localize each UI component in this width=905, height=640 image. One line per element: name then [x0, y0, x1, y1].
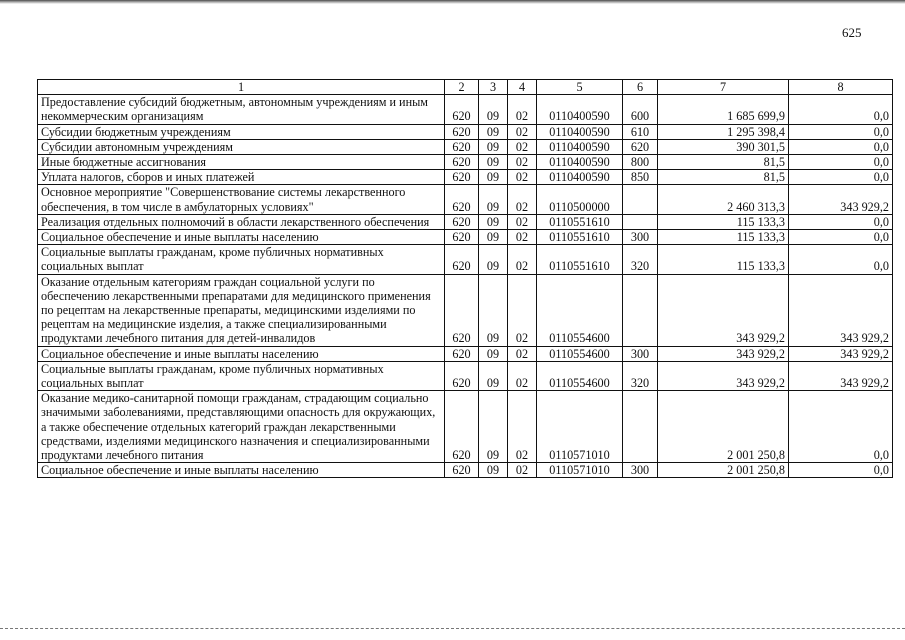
expense-type-cell [623, 214, 658, 229]
table-row [38, 274, 893, 346]
target-article-cell: 0110400590 [537, 139, 623, 154]
amount-federal-cell: 343 929,2 [789, 346, 893, 361]
page-number: 625 [842, 25, 862, 40]
section-code-cell: 09 [479, 155, 508, 170]
ministry-code-cell: 620 [445, 170, 479, 185]
ministry-code-cell: 620 [445, 245, 479, 274]
amount-cell: 115 133,3 [658, 214, 789, 229]
expense-type-cell: 320 [623, 361, 658, 390]
section-code-cell: 09 [479, 391, 508, 463]
ministry-code-cell: 620 [445, 346, 479, 361]
amount-federal-cell: 0,0 [789, 245, 893, 274]
subsection-code-cell: 02 [508, 214, 537, 229]
expense-type-cell: 800 [623, 155, 658, 170]
ministry-code-cell: 620 [445, 274, 479, 346]
amount-cell: 2 460 313,3 [658, 185, 789, 214]
amount-cell: 343 929,2 [658, 274, 789, 346]
amount-federal-cell: 0,0 [789, 391, 893, 463]
expense-type-cell [623, 185, 658, 214]
amount-cell: 115 133,3 [658, 245, 789, 274]
row-name-cell: Социальное обеспечение и иные выплаты населению [38, 230, 445, 245]
expense-type-cell: 600 [623, 95, 658, 124]
ministry-code-cell: 620 [445, 124, 479, 139]
section-code-cell: 09 [479, 139, 508, 154]
section-code-cell: 09 [479, 185, 508, 214]
expense-type-cell: 300 [623, 230, 658, 245]
section-code-cell: 09 [479, 170, 508, 185]
expense-type-cell: 300 [623, 346, 658, 361]
table-row [38, 185, 893, 214]
subsection-code-cell: 02 [508, 170, 537, 185]
ministry-code-cell: 620 [445, 95, 479, 124]
amount-cell: 1 295 398,4 [658, 124, 789, 139]
row-name-cell: Предоставление субсидий бюджетным, автономным учреждениям и иным некоммерческим организациям [38, 95, 445, 124]
scan-bottom-edge [0, 628, 905, 629]
column-header: 2 [445, 80, 479, 95]
table-row [38, 124, 893, 139]
subsection-code-cell: 02 [508, 230, 537, 245]
table-row [38, 95, 893, 124]
target-article-cell: 0110554600 [537, 274, 623, 346]
amount-federal-cell: 0,0 [789, 124, 893, 139]
column-header: 5 [537, 80, 623, 95]
subsection-code-cell: 02 [508, 391, 537, 463]
amount-cell: 343 929,2 [658, 346, 789, 361]
expense-type-cell: 320 [623, 245, 658, 274]
row-name-cell: Социальное обеспечение и иные выплаты населению [38, 463, 445, 478]
section-code-cell: 09 [479, 214, 508, 229]
column-header: 1 [38, 80, 445, 95]
row-name-cell: Субсидии автономным учреждениям [38, 139, 445, 154]
expense-type-cell: 850 [623, 170, 658, 185]
amount-cell: 115 133,3 [658, 230, 789, 245]
target-article-cell: 0110551610 [537, 245, 623, 274]
subsection-code-cell: 02 [508, 124, 537, 139]
row-name-cell: Иные бюджетные ассигнования [38, 155, 445, 170]
subsection-code-cell: 02 [508, 274, 537, 346]
row-name-cell: Социальное обеспечение и иные выплаты населению [38, 346, 445, 361]
amount-federal-cell: 0,0 [789, 230, 893, 245]
table-row [38, 463, 893, 478]
section-code-cell: 09 [479, 463, 508, 478]
section-code-cell: 09 [479, 230, 508, 245]
subsection-code-cell: 02 [508, 185, 537, 214]
subsection-code-cell: 02 [508, 346, 537, 361]
amount-federal-cell: 0,0 [789, 95, 893, 124]
section-code-cell: 09 [479, 245, 508, 274]
row-name-cell: Основное мероприятие "Совершенствование системы лекарственного обеспечения, в том числе в амбулаторных условиях" [38, 185, 445, 214]
amount-federal-cell: 0,0 [789, 214, 893, 229]
ministry-code-cell: 620 [445, 155, 479, 170]
table-row [38, 361, 893, 390]
target-article-cell: 0110554600 [537, 361, 623, 390]
table-row [38, 155, 893, 170]
subsection-code-cell: 02 [508, 361, 537, 390]
target-article-cell: 0110400590 [537, 95, 623, 124]
expense-type-cell: 610 [623, 124, 658, 139]
target-article-cell: 0110551610 [537, 230, 623, 245]
amount-federal-cell: 343 929,2 [789, 361, 893, 390]
row-name-cell: Субсидии бюджетным учреждениям [38, 124, 445, 139]
amount-federal-cell: 0,0 [789, 139, 893, 154]
section-code-cell: 09 [479, 274, 508, 346]
table-row [38, 139, 893, 154]
amount-cell: 81,5 [658, 155, 789, 170]
amount-federal-cell: 0,0 [789, 170, 893, 185]
target-article-cell: 0110571010 [537, 391, 623, 463]
subsection-code-cell: 02 [508, 155, 537, 170]
budget-table [37, 79, 893, 478]
header-row [38, 80, 893, 95]
ministry-code-cell: 620 [445, 185, 479, 214]
ministry-code-cell: 620 [445, 230, 479, 245]
ministry-code-cell: 620 [445, 139, 479, 154]
expense-type-cell [623, 274, 658, 346]
table-row [38, 346, 893, 361]
table-row [38, 230, 893, 245]
table-row [38, 170, 893, 185]
ministry-code-cell: 620 [445, 391, 479, 463]
row-name-cell: Социальные выплаты гражданам, кроме публичных нормативных социальных выплат [38, 361, 445, 390]
target-article-cell: 0110400590 [537, 124, 623, 139]
scan-top-edge [0, 0, 905, 4]
target-article-cell: 0110571010 [537, 463, 623, 478]
target-article-cell: 0110551610 [537, 214, 623, 229]
target-article-cell: 0110554600 [537, 346, 623, 361]
amount-cell: 343 929,2 [658, 361, 789, 390]
amount-cell: 2 001 250,8 [658, 391, 789, 463]
column-header: 7 [658, 80, 789, 95]
row-name-cell: Уплата налогов, сборов и иных платежей [38, 170, 445, 185]
section-code-cell: 09 [479, 361, 508, 390]
amount-cell: 81,5 [658, 170, 789, 185]
ministry-code-cell: 620 [445, 361, 479, 390]
row-name-cell: Социальные выплаты гражданам, кроме публичных нормативных социальных выплат [38, 245, 445, 274]
column-header: 4 [508, 80, 537, 95]
table-row [38, 245, 893, 274]
column-header: 6 [623, 80, 658, 95]
expense-type-cell: 620 [623, 139, 658, 154]
amount-cell: 2 001 250,8 [658, 463, 789, 478]
target-article-cell: 0110400590 [537, 170, 623, 185]
amount-cell: 390 301,5 [658, 139, 789, 154]
column-header: 8 [789, 80, 893, 95]
expense-type-cell [623, 391, 658, 463]
subsection-code-cell: 02 [508, 245, 537, 274]
column-header: 3 [479, 80, 508, 95]
subsection-code-cell: 02 [508, 463, 537, 478]
subsection-code-cell: 02 [508, 95, 537, 124]
amount-federal-cell: 343 929,2 [789, 185, 893, 214]
target-article-cell: 0110500000 [537, 185, 623, 214]
table-row [38, 214, 893, 229]
amount-federal-cell: 343 929,2 [789, 274, 893, 346]
target-article-cell: 0110400590 [537, 155, 623, 170]
expense-type-cell: 300 [623, 463, 658, 478]
row-name-cell: Реализация отдельных полномочий в области лекарственного обеспечения [38, 214, 445, 229]
table-row [38, 391, 893, 463]
amount-federal-cell: 0,0 [789, 155, 893, 170]
row-name-cell: Оказание медико-санитарной помощи гражданам, страдающим социально значимыми заболеваниями, представляющими опасность для окружающих, а также обеспечение отдельных категорий граждан лекарственными средствами, изделиями медицинского назначения и специализированными продуктами лечебного питания [38, 391, 445, 463]
amount-federal-cell: 0,0 [789, 463, 893, 478]
amount-cell: 1 685 699,9 [658, 95, 789, 124]
section-code-cell: 09 [479, 346, 508, 361]
section-code-cell: 09 [479, 124, 508, 139]
subsection-code-cell: 02 [508, 139, 537, 154]
section-code-cell: 09 [479, 95, 508, 124]
ministry-code-cell: 620 [445, 463, 479, 478]
ministry-code-cell: 620 [445, 214, 479, 229]
row-name-cell: Оказание отдельным категориям граждан социальной услуги по обеспечению лекарственными препаратами для медицинского применения по рецептам на лекарственные препараты, медицинскими изделиями по рецептам на медицинские изделия, а также специализированными продуктами лечебного питания для детей-инвалидов [38, 274, 445, 346]
